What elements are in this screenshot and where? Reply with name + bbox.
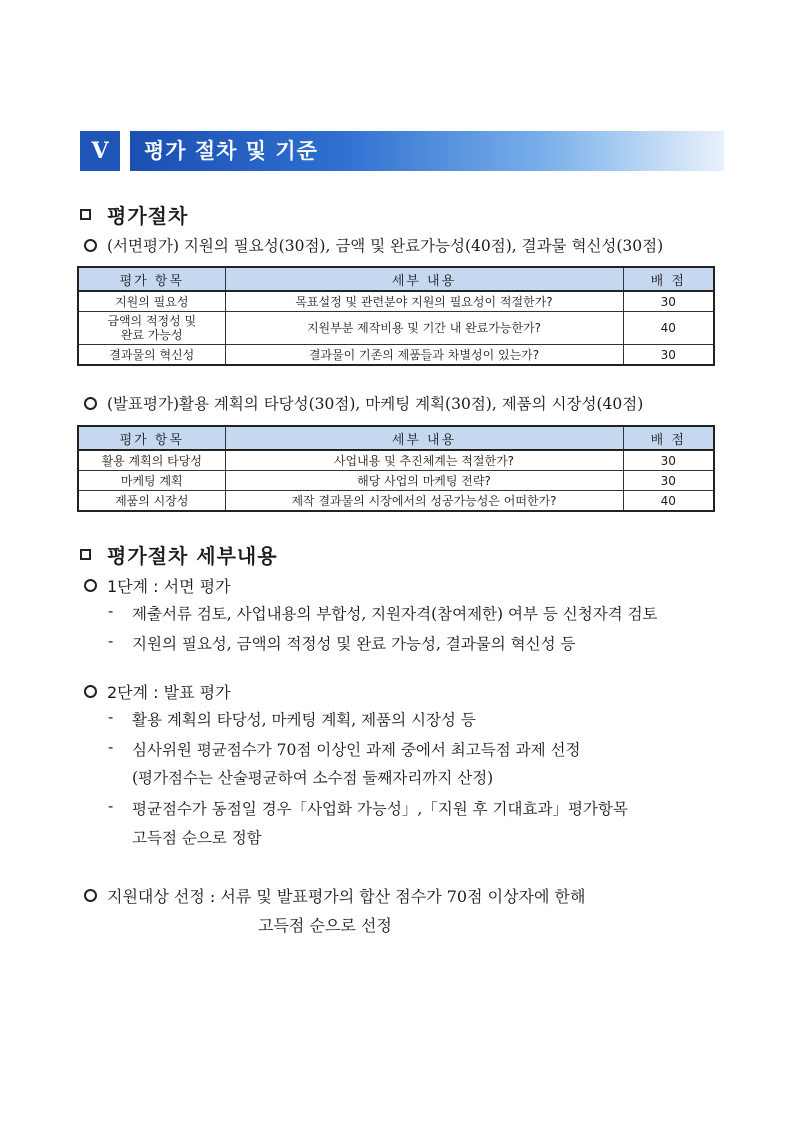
step2-title-text: 2단계 : 발표 평가 [107,683,231,702]
step2-item-continued [132,766,493,788]
col-header-score: 배 점 [623,426,714,450]
step1-item-text: 제출서류 검토, 사업내용의 부합성, 지원자격(참여제한) 여부 등 신청자격 검토 [132,605,658,623]
table-cell: 40 [623,312,714,345]
presentation-eval-intro-text: (발표평가)활용 계획의 타당성(30점), 마케팅 계획(30점), 제품의 시장성(40점) [107,395,644,413]
step2-item-text: 심사위원 평균점수가 70점 이상인 과제 중에서 최고득점 과제 선정 [132,741,581,759]
col-header-score: 배 점 [623,267,714,291]
step1-item: - 지원의 필요성, 금액의 적정성 및 완료 가능성, 결과물의 혁신성 등 [108,632,576,653]
col-header-detail: 세부 내용 [225,267,623,291]
procedure-heading [80,200,188,229]
table-row [78,345,714,366]
document-eval-intro-text: (서면평가) 지원의 필요성(30점), 금액 및 완료가능성(40점), 결과물 혁신성(30점) [107,237,664,255]
circle-bullet-icon [84,397,97,410]
selection-line-text: 지원대상 선정 : 서류 및 발표평가의 합산 점수가 70점 이상자에 한해 [107,887,586,906]
selection-line [84,884,585,907]
table-cell: 금액의 적정성 및 완료 가능성 [78,312,225,345]
table-cell: 제품의 시장성 [78,491,225,512]
table-cell: 30 [623,291,714,312]
table-cell: 지원부분 제작비용 및 기간 내 완료가능한가? [225,312,623,345]
square-bullet-icon [80,209,91,220]
step2-item-text: 고득점 순으로 정함 [132,829,262,847]
table-cell: 제작 결과물의 시장에서의 성공가능성은 어떠한가? [225,491,623,512]
table-cell: 해당 사업의 마케팅 전략? [225,471,623,491]
section-header [80,131,724,171]
selection-line-continued [258,913,392,936]
step2-item-text: (평가점수는 산술평균하여 소수점 둘째자리까지 산정) [132,769,494,787]
circle-bullet-icon [84,579,97,592]
table-cell: 결과물이 기존의 제품들과 차별성이 있는가? [225,345,623,366]
table-cell: 사업내용 및 추진체계는 적절한가? [225,450,623,471]
table-row [78,312,714,345]
circle-bullet-icon [84,685,97,698]
selection-line2-text: 고득점 순으로 선정 [258,916,392,935]
presentation-eval-table [77,425,715,512]
document-eval-table [77,266,715,366]
step1-title-text: 1단계 : 서면 평가 [107,577,231,596]
table-cell: 40 [623,491,714,512]
col-header-item: 평가 항목 [78,267,225,291]
details-heading-text: 평가절차 세부내용 [107,544,278,568]
step1-title [84,574,231,597]
table-row [78,291,714,312]
circle-bullet-icon [84,889,97,902]
step2-item: - 평균점수가 동점일 경우「사업화 가능성」,「지원 후 기대효과」평가항목 [108,797,628,818]
step1-item: - 제출서류 검토, 사업내용의 부합성, 지원자격(참여제한) 여부 등 신청자격 검토 [108,602,658,623]
step2-item-text: 활용 계획의 타당성, 마케팅 계획, 제품의 시장성 등 [132,711,476,729]
table-row [78,450,714,471]
section-title-bar [130,131,724,171]
details-heading [80,540,278,569]
table-cell: 30 [623,471,714,491]
step2-item: - 심사위원 평균점수가 70점 이상인 과제 중에서 최고득점 과제 선정 [108,738,581,759]
procedure-heading-text: 평가절차 [107,204,189,228]
step2-item: - 활용 계획의 타당성, 마케팅 계획, 제품의 시장성 등 [108,708,476,729]
table-cell: 지원의 필요성 [78,291,225,312]
table-cell: 결과물의 혁신성 [78,345,225,366]
col-header-item: 평가 항목 [78,426,225,450]
step1-item-text: 지원의 필요성, 금액의 적정성 및 완료 가능성, 결과물의 혁신성 등 [132,635,576,653]
presentation-eval-intro [84,392,643,414]
col-header-detail: 세부 내용 [225,426,623,450]
table-cell: 마케팅 계획 [78,471,225,491]
table-row [78,471,714,491]
section-title: 평가 절차 및 기준 [144,139,318,163]
section-number: V [80,131,120,171]
table-cell: 활용 계획의 타당성 [78,450,225,471]
table-cell: 30 [623,450,714,471]
step2-title [84,680,231,703]
step2-item-text: 평균점수가 동점일 경우「사업화 가능성」,「지원 후 기대효과」평가항목 [132,800,628,818]
table-cell: 목표설정 및 관련분야 지원의 필요성이 적절한가? [225,291,623,312]
square-bullet-icon [80,549,91,560]
table-cell: 30 [623,345,714,366]
step2-item-continued [132,826,262,848]
document-eval-intro [84,234,663,256]
table-row [78,491,714,512]
circle-bullet-icon [84,239,97,252]
